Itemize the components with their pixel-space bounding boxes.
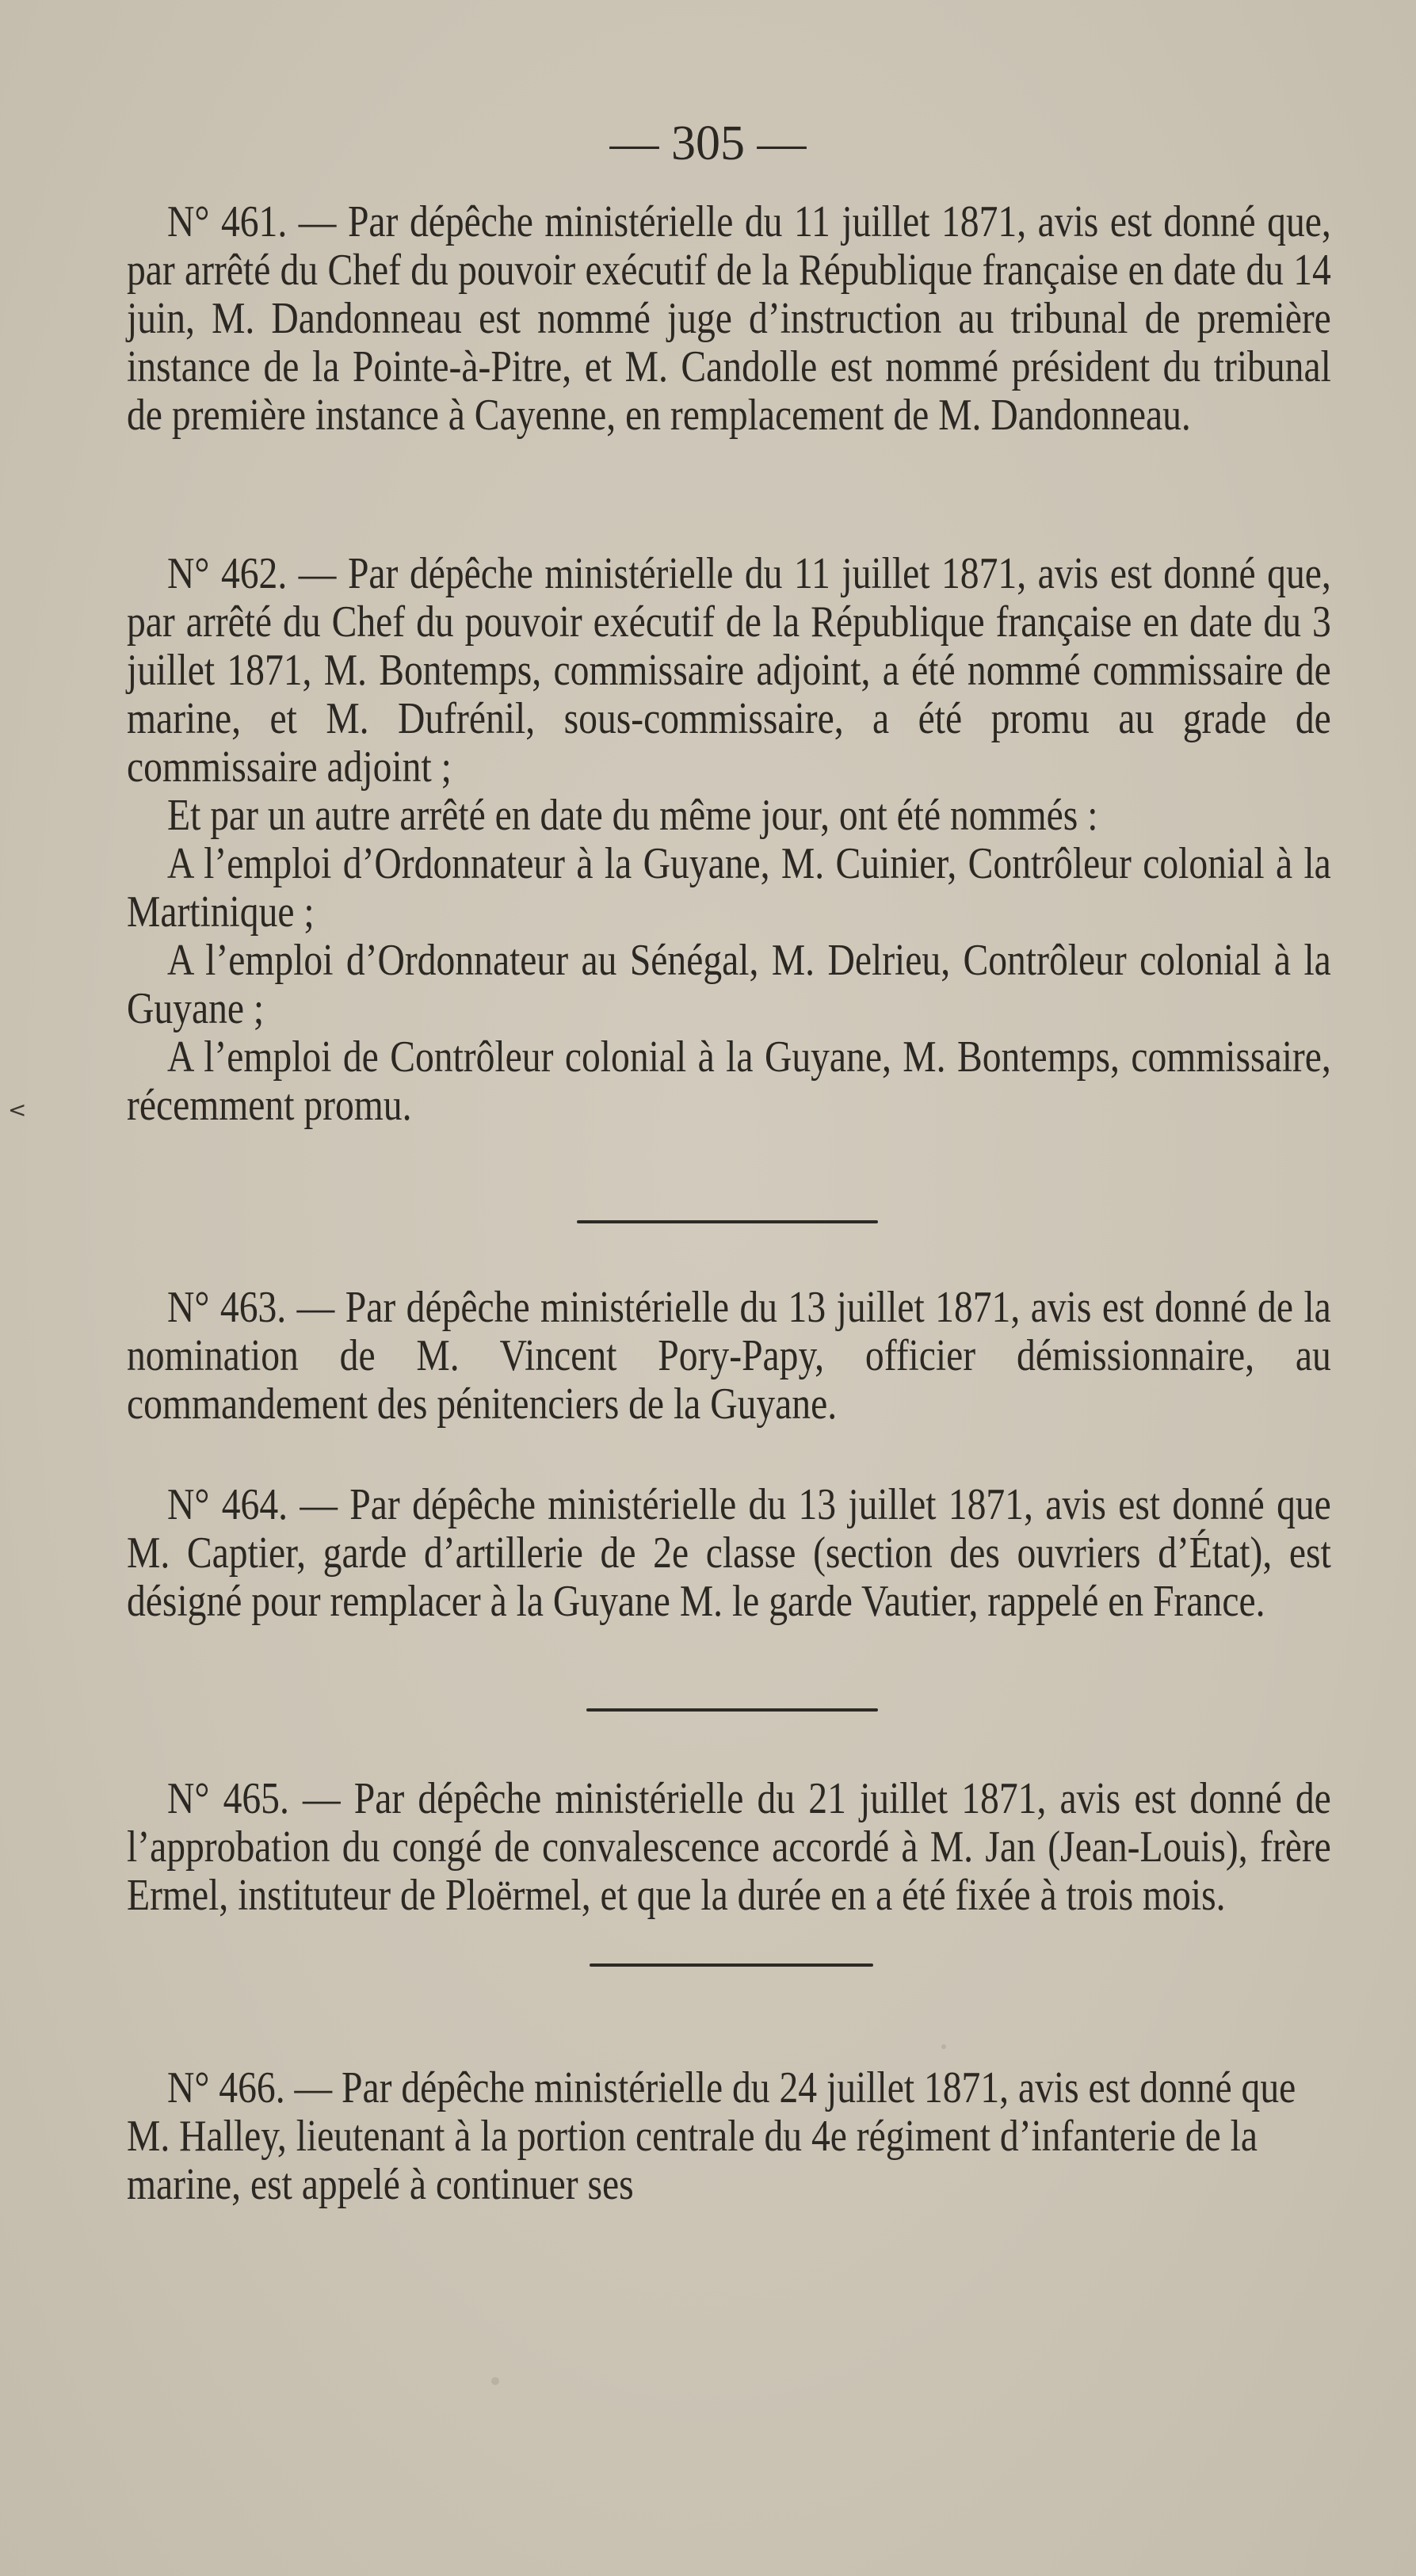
entry-464 [127, 1480, 1331, 1626]
entry-462-paragraph-4: A l’emploi d’Ordonnateur au Sénégal, M. Delrieu, Contrôleur colonial à la Guyane ; [127, 936, 1331, 1033]
section-divider [577, 1220, 878, 1223]
page-number: — 305 — [609, 116, 807, 170]
entry-464-paragraph-1: N° 464. — Par dépêche ministérielle du 13 juillet 1871, avis est donné que M. Captier, garde d’artillerie de 2e classe (section des ouvriers d’État), est désigné pour remplacer à la Guyane M. le garde Vautier, rappelé en France. [127, 1480, 1331, 1626]
entry-462-paragraph-1: N° 462. — Par dépêche ministérielle du 11 juillet 1871, avis est donné que, par arrêté du Chef du pouvoir exécutif de la République française en date du 3 juillet 1871, M. Bontemps, commissaire adjoint, a été nommé commissaire de marine, et M. Dufrénil, sous-commissaire, a été promu au grade de commissaire adjoint ; [127, 549, 1331, 792]
entry-463-paragraph-1: N° 463. — Par dépêche ministérielle du 13 juillet 1871, avis est donné de la nomination de M. Vincent Pory-Papy, officier démissionnaire, au commandement des pénitenciers de la Guyane. [127, 1283, 1331, 1429]
entry-466-paragraph-1: N° 466. — Par dépêche ministérielle du 24 juillet 1871, avis est donné que M. Halley, lieutenant à la portion centrale du 4e régiment d’infanterie de la marine, est appelé à continuer ses [127, 2063, 1296, 2209]
entry-461 [127, 197, 1331, 440]
paper-speck [491, 2377, 499, 2385]
entry-465 [127, 1774, 1331, 1920]
entry-463 [127, 1283, 1331, 1429]
entry-461-paragraph-1: N° 461. — Par dépêche ministérielle du 11 juillet 1871, avis est donné que, par arrêté du Chef du pouvoir exécutif de la République française en date du 14 juin, M. Dandonneau est nommé juge d’instruction au tribunal de première instance de la Pointe-à-Pitre, et M. Candolle est nommé président du tribunal de première instance à Cayenne, en remplacement de M. Dandonneau. [127, 197, 1331, 440]
entry-462-paragraph-5: A l’emploi de Contrôleur colonial à la Guyane, M. Bontemps, commissaire, récemment promu. [127, 1032, 1331, 1130]
section-divider [590, 1963, 873, 1967]
entry-466 [127, 2063, 1296, 2209]
entry-462-paragraph-2: Et par un autre arrêté en date du même jour, ont été nommés : [167, 791, 1098, 840]
section-divider [586, 1708, 878, 1712]
entry-465-paragraph-1: N° 465. — Par dépêche ministérielle du 21 juillet 1871, avis est donné de l’approbation du congé de convalescence accordé à M. Jan (Jean-Louis), frère Ermel, instituteur de Ploërmel, et que la durée en a été fixée à trois mois. [127, 1774, 1331, 1920]
margin-mark: < [8, 1097, 27, 1123]
entry-462-paragraph-3: A l’emploi d’Ordonnateur à la Guyane, M. Cuinier, Contrôleur colonial à la Martinique ; [127, 839, 1331, 937]
paper-speck [941, 2044, 946, 2049]
entry-462 [127, 549, 1331, 1130]
